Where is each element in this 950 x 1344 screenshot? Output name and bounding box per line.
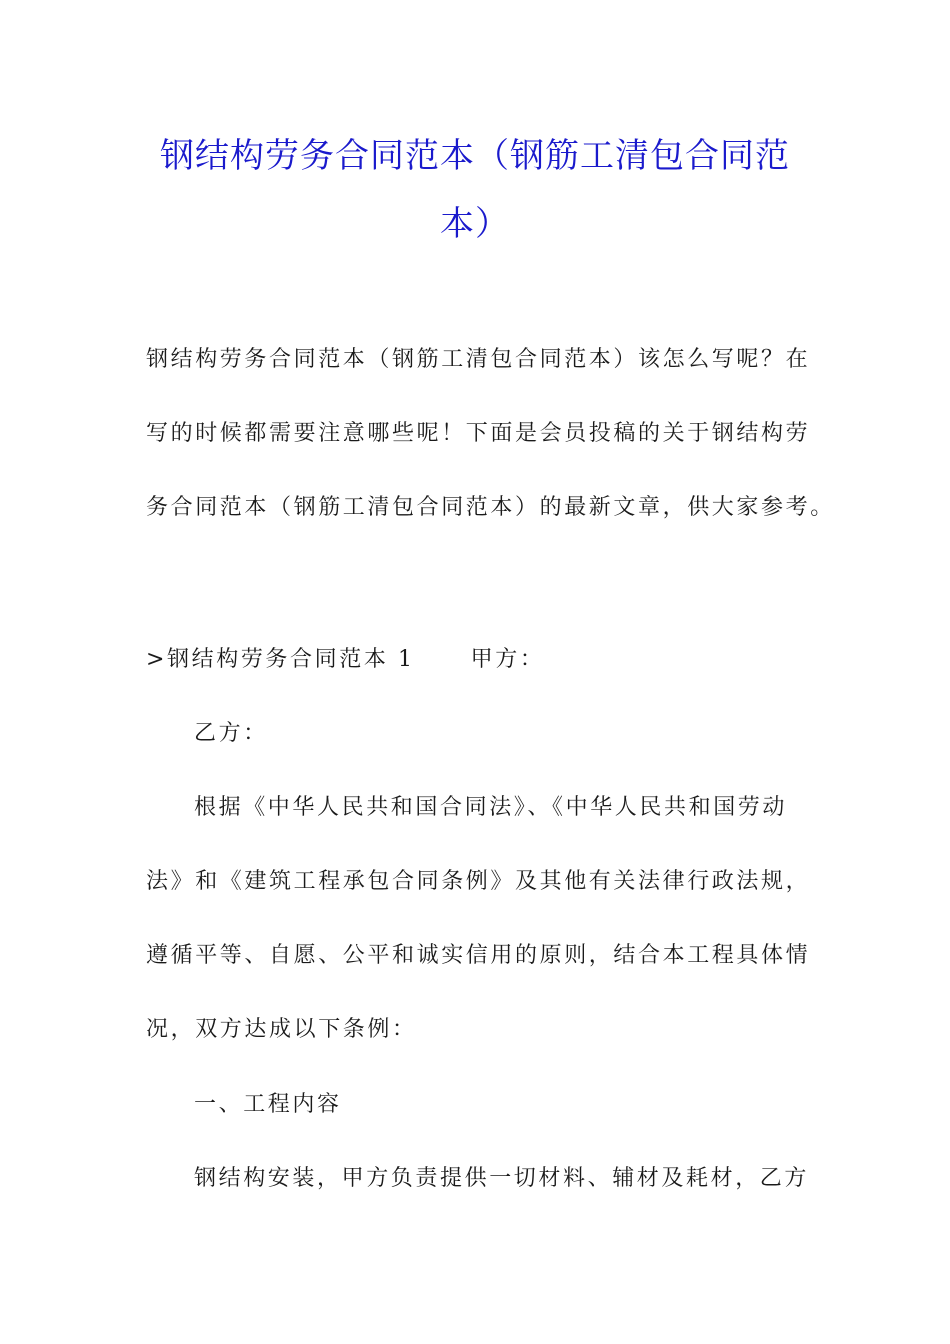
intro-line-2: 写的时候都需要注意哪些呢！下面是会员投稿的关于钢结构劳: [146, 421, 811, 446]
document-title: [120, 122, 830, 258]
clause-heading-paragraph: [146, 1068, 854, 1142]
title-line-2: 本）: [440, 204, 510, 244]
section-heading: >钢结构劳务合同范本 1: [146, 647, 415, 672]
intro-line-1: 钢结构劳务合同范本（钢筋工清包合同范本）该怎么写呢？在: [146, 347, 811, 372]
basis-line-1: 根据《中华人民共和国合同法》、《中华人民共和国劳动: [194, 795, 788, 820]
party-b-label: 乙方：: [194, 721, 268, 746]
section-heading-line: [146, 623, 806, 697]
basis-paragraph: [146, 771, 811, 1067]
basis-line-2: 法》和《建筑工程承包合同条例》及其他有关法律行政法规，: [146, 869, 811, 894]
clause-text-line-1: 钢结构安装，甲方负责提供一切材料、辅材及耗材，乙方: [194, 1166, 810, 1191]
basis-line-4: 况，双方达成以下条例：: [146, 1017, 417, 1042]
clause-text-paragraph: [146, 1142, 854, 1216]
basis-line-3: 遵循平等、自愿、公平和诚实信用的原则，结合本工程具体情: [146, 943, 811, 968]
party-b-paragraph: [146, 697, 854, 771]
title-line-1: 钢结构劳务合同范本（钢筋工清包合同范: [160, 136, 790, 176]
party-a-label: 甲方：: [470, 647, 545, 672]
intro-line-3: 务合同范本（钢筋工清包合同范本）的最新文章，供大家参考。: [146, 495, 835, 520]
intro-paragraph: [146, 323, 835, 545]
clause-heading: 一、工程内容: [194, 1092, 342, 1117]
